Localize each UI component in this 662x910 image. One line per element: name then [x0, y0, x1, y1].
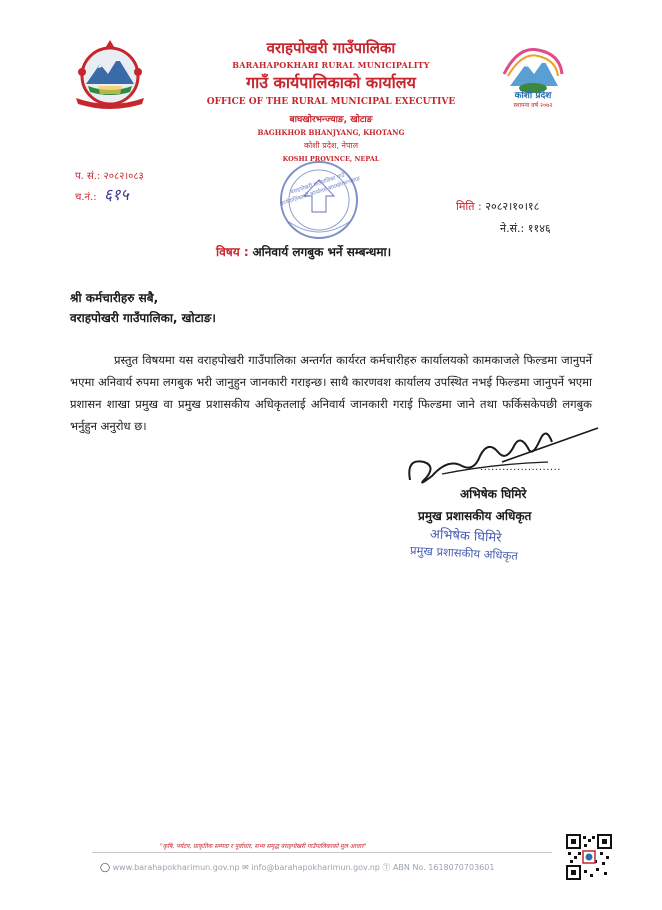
municipality-name-nepali: वराहपोखरी गाउँपालिका: [266, 39, 396, 57]
name-stamp-line-2: प्रमुख प्रशासकीय अधिकृत: [409, 543, 519, 563]
subject-text: अनिवार्य लगबुक भर्ने सम्बन्धमा।: [252, 245, 392, 259]
nepal-sambat-line: [500, 221, 551, 236]
subject-line: [216, 243, 391, 260]
date-value: २०८२।१०।१८: [485, 200, 540, 213]
footer-abn: ABN No. 1618070703601: [392, 863, 495, 872]
ps-value: २०८२।०८३: [103, 171, 144, 182]
date-label: मिति :: [456, 200, 482, 213]
footer-website[interactable]: www.barahapokharimun.gov.np: [112, 863, 240, 872]
footer-quote: "कृषि, पर्यटन, प्राकृतिक सम्पदा र पूर्वाधार, सभ्य समृद्ध वराहपोखरी गाउँपालिकाको मूल आधार": [160, 843, 367, 850]
koshi-province-logo: [498, 44, 568, 112]
ns-label: ने.सं.:: [500, 222, 525, 235]
signatory-name: अभिषेक घिमिरे: [460, 487, 527, 501]
reference-chn: [75, 183, 129, 205]
municipality-name-english: BARAHAPOKHARI RURAL MUNICIPALITY: [232, 60, 430, 70]
qr-code: [566, 834, 612, 880]
province-nepali: कोशी प्रदेश, नेपाल: [303, 141, 359, 150]
koshi-logo-subtext: स्थापना वर्ष २०७२: [513, 102, 553, 109]
email-icon: ✉: [242, 863, 249, 872]
addressee-line-1: श्री कर्मचारीहरु सबै,: [70, 291, 159, 305]
signature-dots: ......................: [480, 462, 561, 473]
name-stamp-line-1: अभिषेक घिमिरे: [429, 527, 502, 546]
abn-icon: Ⓣ: [382, 863, 391, 872]
province-english: KOSHI PROVINCE, NEPAL: [282, 155, 380, 163]
signatory-designation: प्रमुख प्रशासकीय अधिकृत: [418, 509, 532, 523]
address-english: BAGHKHOR BHANJYANG, KHOTANG: [257, 128, 405, 137]
chn-value-handwritten: ६१५: [103, 185, 129, 204]
office-name-nepali: गाउँ कार्यपालिकाको कार्यालय: [246, 73, 416, 92]
reference-ps: [75, 168, 144, 182]
body-paragraph: प्रस्तुत विषयमा यस वराहपोखरी गाउँपालिका अन्तर्गत कार्यरत कर्मचारीहरु कार्यालयको कामकाजले फिल्डमा जानुपर्ने भएमा अनिवार्य रुपमा लगबुक भरी जानुहुन जानकारी गराइन्छ। साथै कारणवश कार्यालय उपस्थित नभई फिल्डमा जानुपर्ने भएमा प्रशासन शाखा प्रमुख वा प्रमुख प्रशासकीय अधिकृतलाई अनिवार्य जानकारी गराई फिल्डमा जाने तथा फर्किसकेपछी लगबुक भर्नुहुन अनुरोध छ।: [70, 353, 592, 433]
chn-label: च.नं.:: [75, 192, 97, 203]
footer-divider: [92, 852, 552, 853]
subject-label: विषय :: [216, 245, 249, 259]
ps-label: प. सं.:: [75, 171, 101, 182]
footer-info-line: [100, 862, 494, 873]
date-line: [456, 199, 539, 214]
address-nepali: बाघखोरभन्ज्याङ, खोटाङ: [289, 115, 373, 125]
official-seal-stamp: [264, 152, 374, 247]
ns-value: ११४६: [527, 222, 551, 235]
addressee-line-2: वराहपोखरी गाउँपालिका, खोटाङ।: [70, 311, 216, 325]
footer-email[interactable]: info@barahapokharimun.gov.np: [251, 863, 380, 872]
koshi-logo-text: कोशी प्रदेश: [514, 91, 552, 101]
seal-text: वराहपोखरी गाउँपालिका गाउँ कार्यपालिकाको कार्यालय बाघखोरभन्ज्याङ: [279, 172, 361, 208]
office-name-english: OFFICE OF THE RURAL MUNICIPAL EXECUTIVE: [206, 97, 456, 107]
globe-icon: ◯: [100, 863, 111, 873]
